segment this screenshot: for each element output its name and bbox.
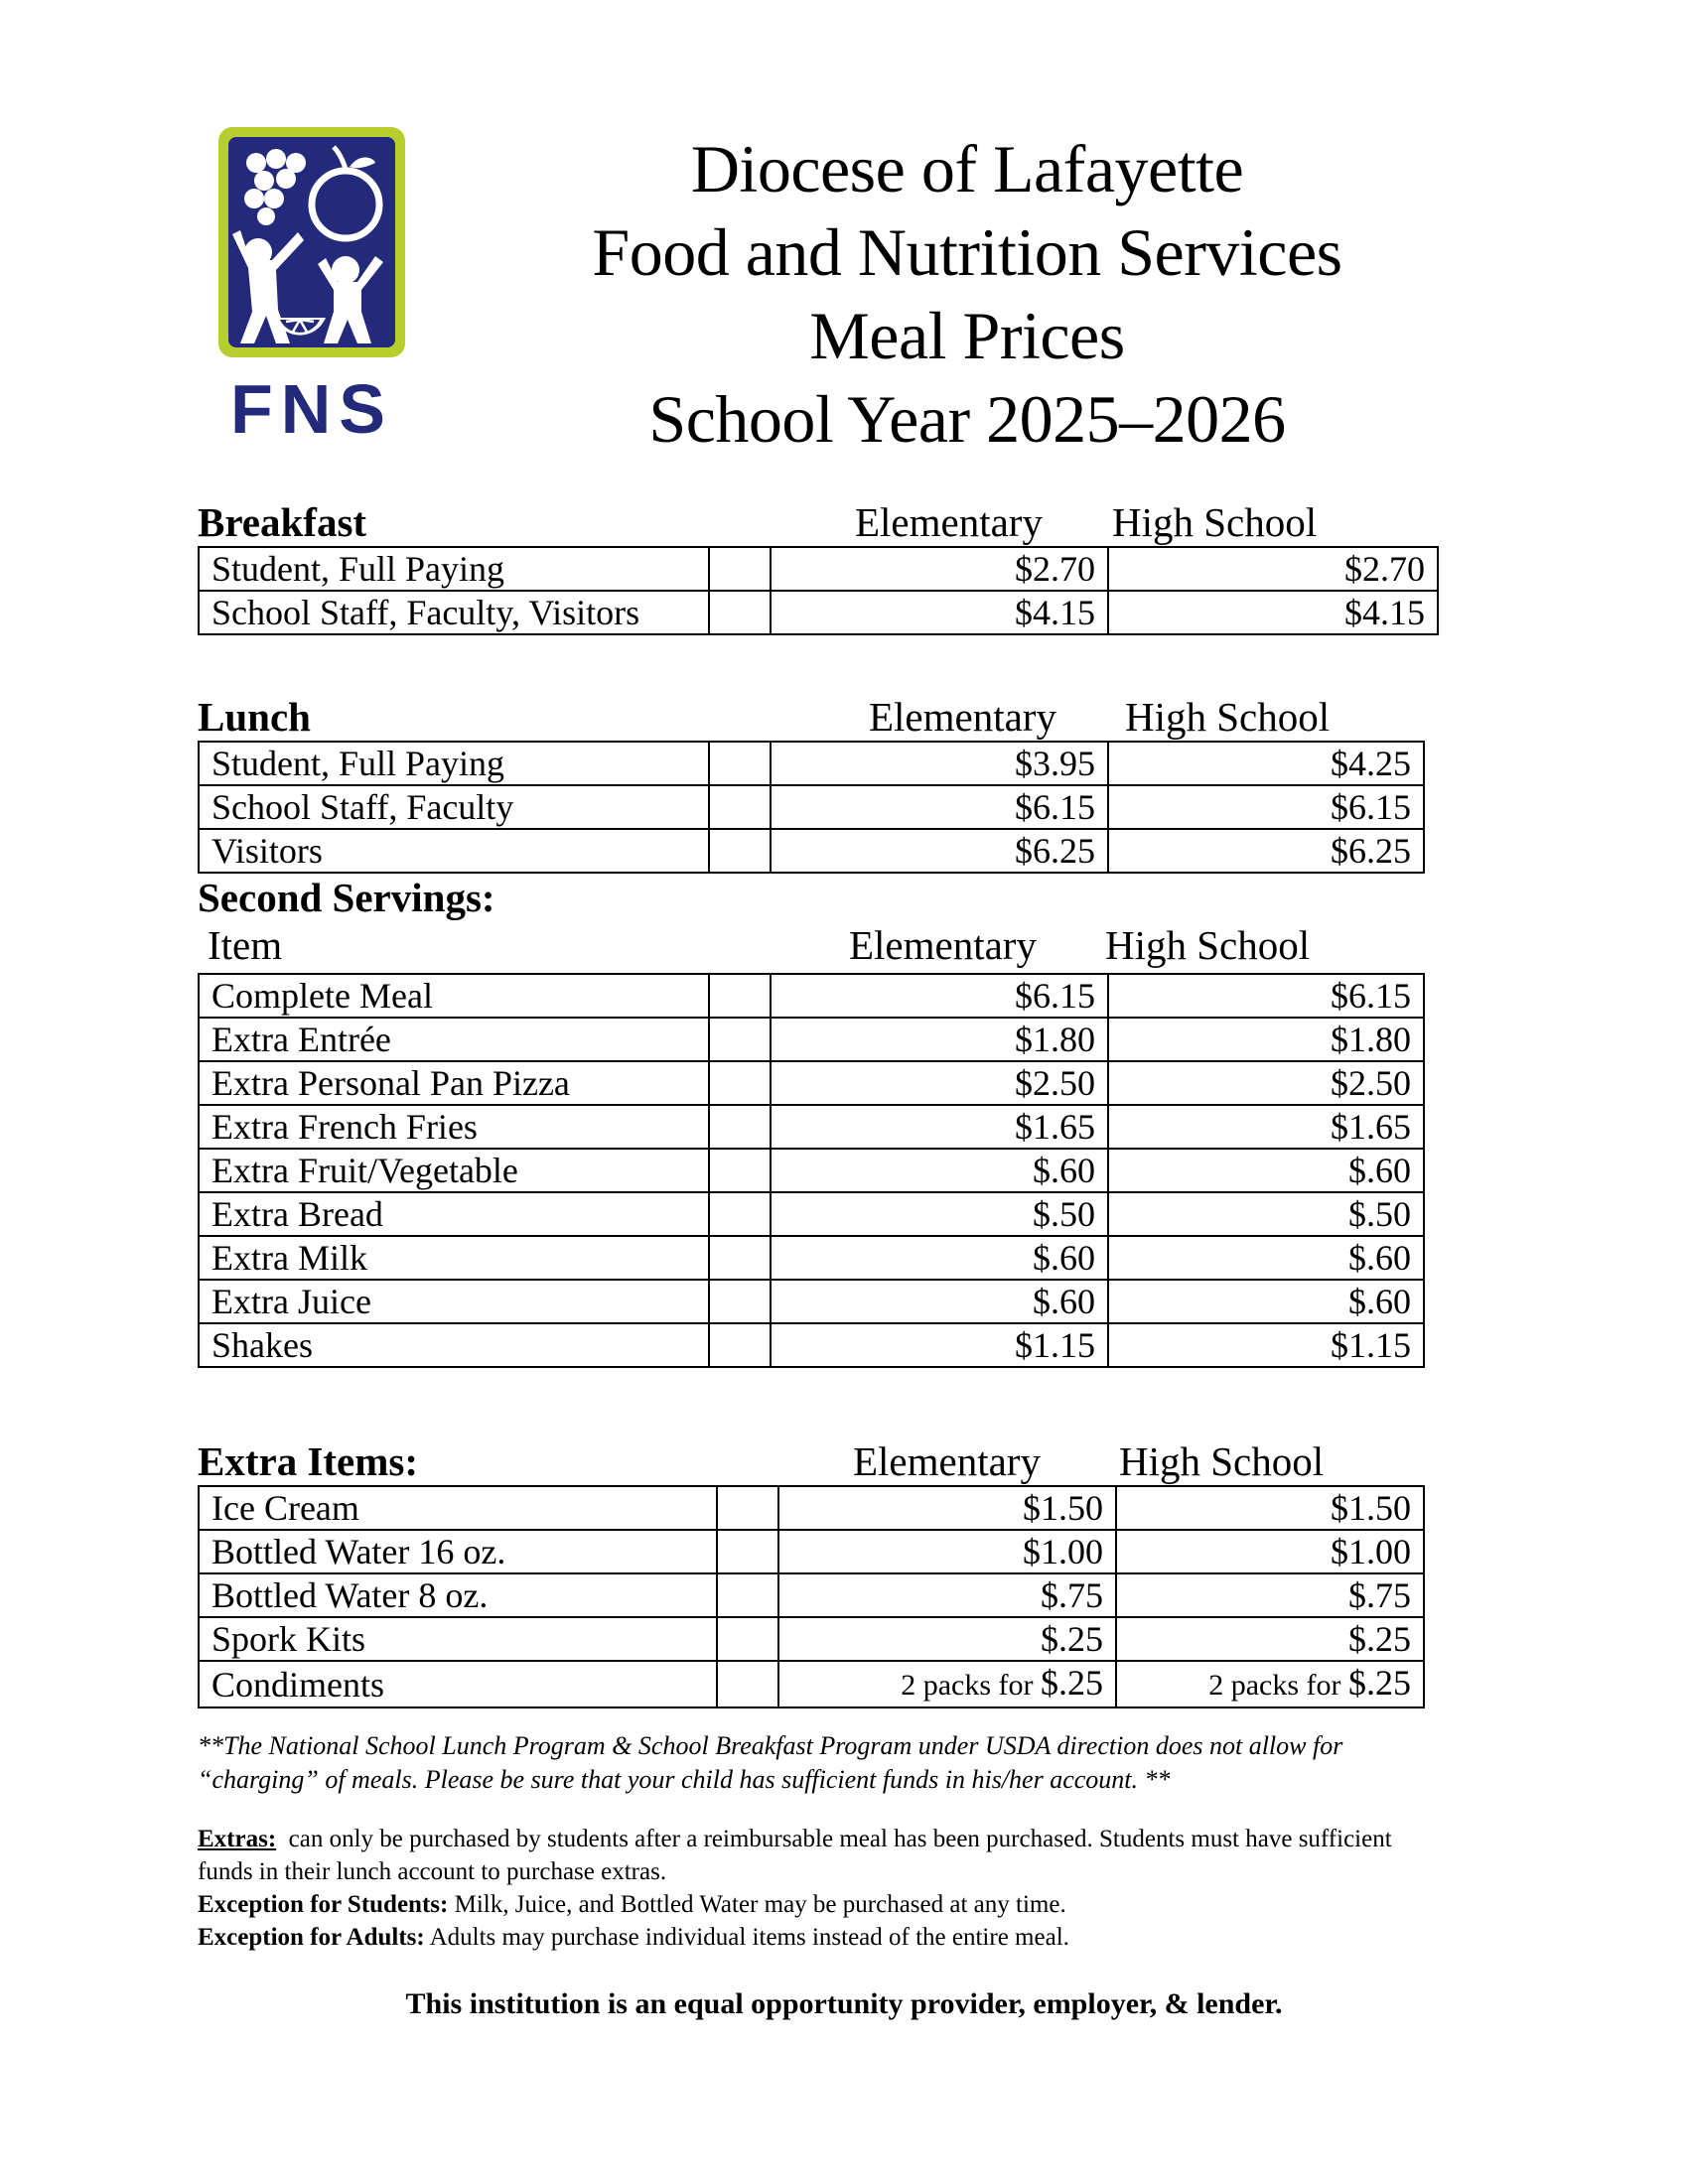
breakfast-table [198,546,1439,635]
item-cell: Extra Juice [199,1280,709,1323]
item-cell: Extra French Fries [199,1105,709,1149]
elementary-price: $.25 [778,1617,1116,1661]
elementary-price: $.60 [771,1280,1108,1323]
table-row [199,1530,1424,1573]
high-school-price: $6.15 [1108,785,1424,829]
high-school-price: 2 packs for $.25 [1116,1661,1424,1707]
students-text: Milk, Juice, and Bottled Water may be purchased at any time. [454,1891,1066,1918]
item-cell: Extra Milk [199,1236,709,1280]
students-rule [198,1888,1449,1921]
table-row [199,829,1424,873]
extra-items-table [198,1485,1425,1708]
elementary-header: Elementary [869,694,1056,740]
elementary-price: $2.50 [771,1061,1108,1105]
item-cell: Extra Bread [199,1192,709,1236]
item-cell: Condiments [199,1661,717,1707]
extras-label: Extras: [198,1826,277,1852]
extra-items-title: Extra Items: [198,1438,419,1484]
item-cell: Extra Personal Pan Pizza [199,1061,709,1105]
extra-items-section [198,1435,1449,1708]
table-row [199,1061,1424,1105]
high-school-price: $6.25 [1108,829,1424,873]
item-cell: Complete Meal [199,974,709,1018]
rules-block [198,1823,1449,1954]
item-column-label: Item [208,922,283,968]
students-label: Exception for Students: [198,1891,449,1918]
elementary-price: $2.70 [771,547,1108,591]
table-row [199,591,1438,634]
high-school-price: $.25 [1116,1617,1424,1661]
elementary-price: $4.15 [771,591,1108,634]
table-row [199,1486,1424,1530]
usda-note: **The National School Lunch Program & School Breakfast Program under USDA direction does not allow for “charging” of meals. Please be sure that your child has sufficient funds in his/her account. ** [198,1731,1343,1794]
item-cell: Extra Fruit/Vegetable [199,1149,709,1192]
item-cell: School Staff, Faculty [199,785,709,829]
table-row [199,547,1438,591]
table-row [199,1192,1424,1236]
adults-rule [198,1921,1449,1954]
high-school-price: $6.15 [1108,974,1424,1018]
table-row [199,742,1424,785]
logo-text: FNS [230,370,393,446]
high-school-price: $.60 [1108,1149,1424,1192]
elementary-header: Elementary [853,1438,1041,1484]
elementary-header: Elementary [855,499,1043,545]
item-cell: Bottled Water 16 oz. [199,1530,717,1573]
high-school-price: $4.15 [1108,591,1438,634]
elementary-price: $.60 [771,1149,1108,1192]
title-line-4: School Year 2025–2026 [648,381,1286,457]
table-row [199,785,1424,829]
high-school-header: High School [1125,694,1331,740]
second-servings-table [198,973,1425,1368]
title-line-2: Food and Nutrition Services [592,214,1342,290]
elementary-price: $.60 [771,1236,1108,1280]
high-school-price: $2.70 [1108,547,1438,591]
item-cell: Student, Full Paying [199,547,709,591]
high-school-price: $.60 [1108,1280,1424,1323]
high-school-price: $1.50 [1116,1486,1424,1530]
table-row [199,1323,1424,1367]
second-servings-section [198,874,1449,1368]
adults-label: Exception for Adults: [198,1924,425,1951]
elementary-price: $.75 [778,1573,1116,1617]
breakfast-section [198,496,1449,635]
item-cell: Ice Cream [199,1486,717,1530]
table-row [199,1573,1424,1617]
table-row [199,1018,1424,1061]
high-school-header: High School [1119,1438,1325,1484]
lunch-table [198,741,1425,874]
high-school-header: High School [1105,922,1311,968]
high-school-header: High School [1112,499,1318,545]
adults-text: Adults may purchase individual items instead of the entire meal. [429,1924,1069,1951]
table-row [199,974,1424,1018]
elementary-price: $3.95 [771,742,1108,785]
item-cell: Extra Entrée [199,1018,709,1061]
elementary-price: $6.15 [771,785,1108,829]
elementary-price: $1.00 [778,1530,1116,1573]
lunch-section [198,691,1449,874]
item-cell: Shakes [199,1323,709,1367]
high-school-price: $1.80 [1108,1018,1424,1061]
elementary-price: $1.50 [778,1486,1116,1530]
table-row [199,1105,1424,1149]
elementary-price: $1.80 [771,1018,1108,1061]
high-school-price: $.60 [1108,1236,1424,1280]
high-school-price: $1.00 [1116,1530,1424,1573]
item-cell: Bottled Water 8 oz. [199,1573,717,1617]
table-row [199,1617,1424,1661]
lunch-title: Lunch [198,694,311,740]
fns-logo [214,123,409,446]
extras-text: can only be purchased by students after a reimbursable meal has been purchased. Students must have sufficient funds in their lunch account to purchase extras. [198,1826,1392,1885]
table-row [199,1149,1424,1192]
extras-rule [198,1823,1449,1888]
breakfast-title: Breakfast [198,499,367,545]
item-cell: Spork Kits [199,1617,717,1661]
item-cell: Visitors [199,829,709,873]
table-row [199,1280,1424,1323]
equal-opportunity-footer: This institution is an equal opportunity provider, employer, & lender. [405,1987,1283,2020]
table-row [199,1661,1424,1707]
elementary-price: $.50 [771,1192,1108,1236]
elementary-price: $6.25 [771,829,1108,873]
title-line-1: Diocese of Lafayette [690,131,1244,206]
elementary-price: 2 packs for $.25 [778,1661,1116,1707]
elementary-price: $1.65 [771,1105,1108,1149]
high-school-price: $1.15 [1108,1323,1424,1367]
elementary-price: $6.15 [771,974,1108,1018]
table-row [199,1236,1424,1280]
high-school-price: $.75 [1116,1573,1424,1617]
second-servings-title: Second Servings: [198,875,495,920]
title-line-3: Meal Prices [809,298,1125,373]
elementary-price: $1.15 [771,1323,1108,1367]
elementary-header: Elementary [849,922,1037,968]
item-cell: Student, Full Paying [199,742,709,785]
high-school-price: $2.50 [1108,1061,1424,1105]
page-title [516,127,1418,461]
high-school-price: $4.25 [1108,742,1424,785]
item-cell: School Staff, Faculty, Visitors [199,591,709,634]
high-school-price: $1.65 [1108,1105,1424,1149]
high-school-price: $.50 [1108,1192,1424,1236]
